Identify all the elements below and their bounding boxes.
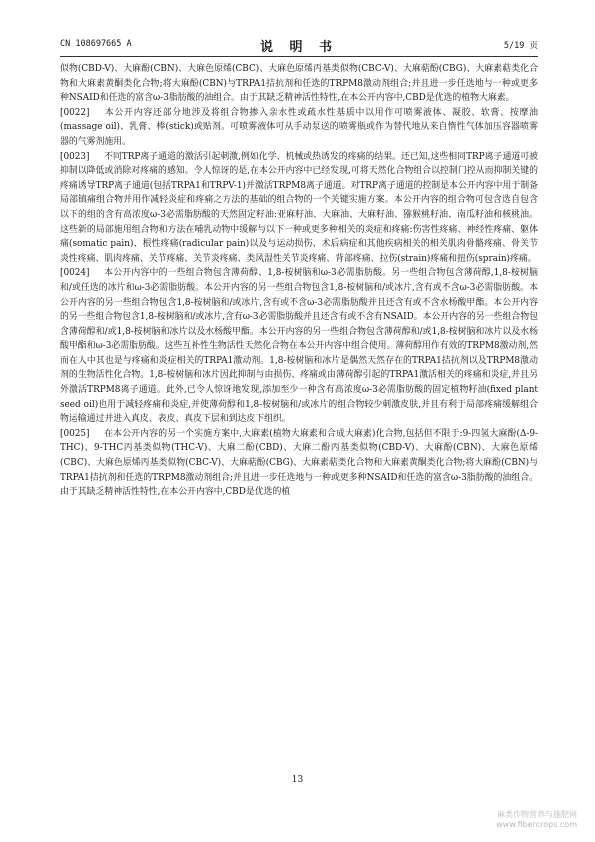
paragraph-number: [0022]: [60, 107, 90, 118]
document-body: [60, 62, 538, 500]
page-header: [60, 36, 538, 54]
paragraph-number: [0023]: [60, 151, 90, 162]
page-number: 13: [291, 775, 304, 785]
paragraph-text: 在本公开内容的另一个实施方案中,大麻素(植物大麻素和合成大麻素)化合物,包括但不限于:9-四氢大麻酚(Δ-9-THC)、9-THC丙基类似物(THC-V)、大麻二酚(CBD)、大麻二酚丙基类似物(CBD-V)、大麻酚(CBN)、大麻色原烯(CBC)、大麻色原烯丙基类似物(CBC-V)、大麻萜酚(CBG)、大麻素萜类化合物和大麻素黄酮类化合物;将大麻酚(CBN)与TRPA1拮抗剂和任选的TRPM8激动剂组合;并且进一步任选地与一种或更多种NSAID和任选的富含ω-3脂肪酸的油组合。由于其缺乏精神活性特性,在本公开内容中,CBD是优选的植: [60, 428, 538, 498]
document-title: 说 明 书: [259, 40, 339, 55]
publication-number: CN 108697665 A: [60, 39, 132, 49]
paragraph-0023: [60, 150, 538, 267]
paragraph-number: [0024]: [60, 268, 90, 279]
paragraph-0025: [60, 427, 538, 500]
paragraph-0022: [60, 106, 538, 150]
paragraph-text: 不同TRP离子通道的激活引起刺激,例如化学、机械或热诱发的疼痛的结果。还已知,这些相同TRP离子通道可被抑制以降低或消除对疼痛的感知。令人惊讶的是,在本公开内容中已经发现,可将天然化合物组合以控制门控从而抑制关键的疼痛诱导TRP离子通道(包括TRPA1和TRPV-1)并激活TRPM8离子通道。对TRP离子通道的控制是本公开内容中用于制备局部镇痛组合物并用作减轻炎症和疼痛之方法的基础的组合物的一个关键实施方案。本公开内容的组合物可包含选自包含以下的组的含有高浓度ω-3必需脂肪酸的天然固定籽油:亚麻籽油、大麻油、大麻籽油、猕猴桃籽油、南瓜籽油和核桃油。这些新的局部施用组合物和方法在哺乳动物中缓解与以下一种或更多种相关的炎症和疼痛:伤害性疼痛、神经性疼痛、躯体痛(somatic pain)、根性疼痛(radicular pain)以及与运动损伤、术后病症和其他疾病相关的相关肌肉骨骼疼痛、骨关节炎性疼痛、肌肉疼痛、关节疼痛、关节炎疼痛、类风湿性关节炎疼痛、背部疼痛、拉伤(strain)疼痛和扭伤(sprain)疼痛。: [60, 151, 538, 264]
page-fraction: 5/19 页: [503, 41, 538, 51]
paragraph-number: [0025]: [60, 428, 90, 439]
watermark-url: www.fibercrops.com: [496, 820, 577, 829]
paragraph-text: 本公开内容还部分地涉及将组合物掺入亲水性或疏水性基质中以用作可喷雾液体、凝胶、软膏、按摩油(massage oil)、乳膏、棒(stick)或贴剂。可喷雾液体可从手动泵送的喷雾瓶或作为替代地从来自惰性气体加压容器喷雾器的气雾剂施用。: [60, 107, 538, 147]
paragraph-0024: [60, 266, 538, 427]
paragraph-text: 本公开内容中的一些组合物包含薄荷醇、1,8-桉树脑和ω-3必需脂肪酸。另一些组合物包含薄荷醇,1,8-桉树脑和/或任选的冰片和ω-3必需脂肪酸。本公开内容的另一些组合物包含1,8-桉树脑和/或冰片,含有或不含ω-3必需脂肪酸。本公开内容的另一些组合物包含1,8-桉树脑和/或冰片,含有或不含ω-3必需脂肪酸并且还含有或不含水杨酸甲酯。本公开内容的另一些组合物包含1,8-桉树脑和/或冰片,含有ω-3必需脂肪酸并且还含有或不含有NSAID。本公开内容的另一些组合物包含薄荷醇和/或1,8-桉树脑和冰片以及水杨酸甲酯。本公开内容的另一些组合物包含薄荷醇和/或1,8-桉树脑和冰片以及水杨酸甲酯和ω-3必需脂肪酸。这些互补性生物活性天然化合物在本公开内容中组合使用。薄荷醇用作有效的TRPM8激动剂,然而在人中其也是与疼痛和炎症相关的TRPA1激动剂。1,8-桉树脑和冰片是偶然天然存在的TRPA1拮抗剂以及TRPM8激动剂的生物活性化合物。1,8-桉树脑和冰片因此抑制与由损伤、疼痛或由薄荷醇引起的TRPA1激活相关的疼痛和炎症,并且另外激活TRPM8离子通道。此外,已令人惊讶地发现,添加至少一种含有高浓度ω-3必需脂肪酸的固定植物籽油(fixed plant seed oil)也用于减轻疼痛和炎症,并使薄荷醇和1,8-桉树脑和/或冰片的组合物较少刺激皮肤,并且有利于局部疼痛缓解组合物运输通过并进入真皮、表皮、真皮下层和到达皮下组织。: [60, 268, 539, 425]
paragraph-text: 似物(CBD-V)、大麻酚(CBN)、大麻色原烯(CBC)、大麻色原烯丙基类似物(CBC-V)、大麻萜酚(CBG)、大麻素萜类化合物和大麻素黄酮类化合物;将大麻酚(CBN)与TRPA1拮抗剂和任选的TRPM8激动剂组合;并且进一步任选地与一种或更多种NSAID和任选的富含ω-3脂肪酸的油组合。由于其缺乏精神活性特性,在本公开内容中,CBD是优选的植物大麻素。: [60, 64, 538, 104]
header-rule: [60, 56, 538, 57]
paragraph-continued: [60, 62, 538, 106]
watermark-title: 麻类作物营养与施肥网: [497, 810, 577, 819]
site-watermark: [496, 810, 577, 830]
